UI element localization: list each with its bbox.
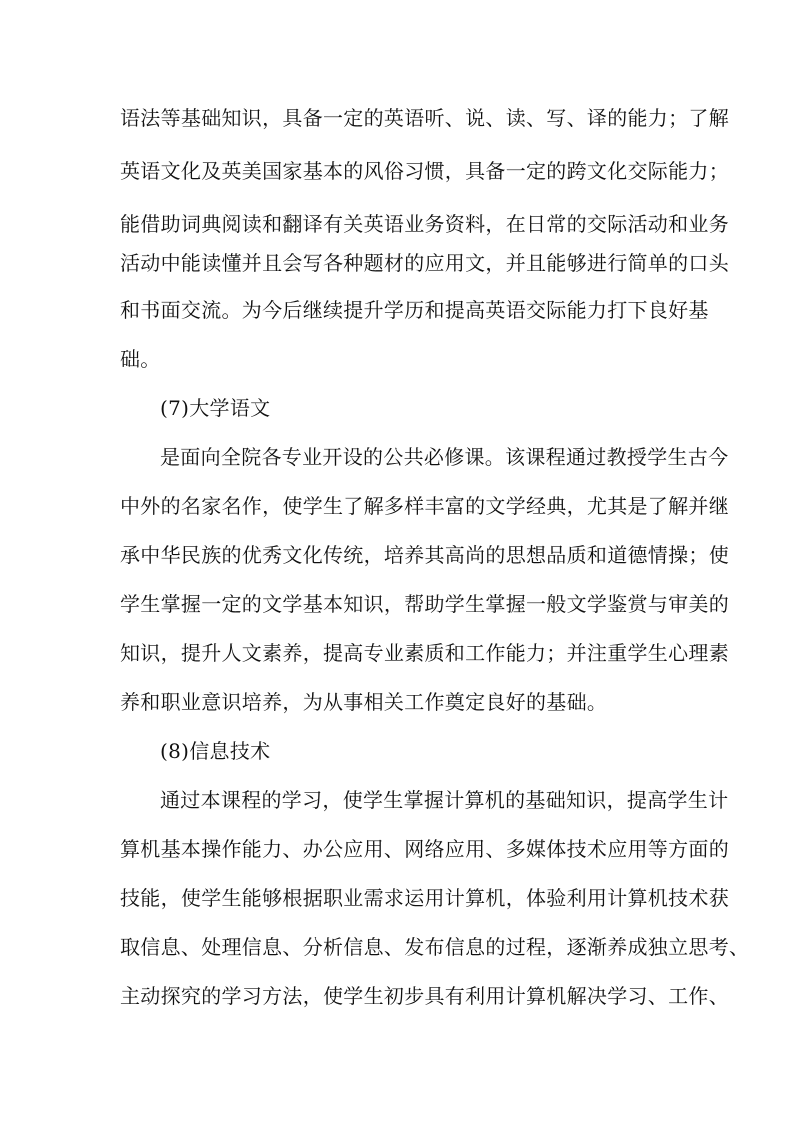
text-line: 能借助词典阅读和翻译有关英语业务资料，在日常的交际活动和业务 (120, 212, 729, 236)
text-line: 中外的名家名作，使学生了解多样丰富的文学经典，尤其是了解并继 (120, 494, 729, 518)
text-line: 础。 (120, 347, 161, 371)
text-line: 养和职业意识培养，为从事相关工作奠定良好的基础。 (120, 690, 608, 714)
text-line: 和书面交流。为今后继续提升学历和提高英语交际能力打下良好基 (120, 298, 709, 322)
text-line: 通过本课程的学习，使学生掌握计算机的基础知识，提高学生计 (160, 788, 729, 812)
text-line: 活动中能读懂并且会写各种题材的应用文，并且能够进行简单的口头 (120, 251, 729, 275)
section-heading-7: (7)大学语文 (160, 396, 271, 420)
text-line: 学生掌握一定的文学基本知识，帮助学生掌握一般文学鉴赏与审美的 (120, 592, 729, 616)
text-line: 算机基本操作能力、办公应用、网络应用、多媒体技术应用等方面的 (120, 837, 729, 861)
text-line: 承中华民族的优秀文化传统，培养其高尚的思想品质和道德情操；使 (120, 543, 729, 567)
text-line: 是面向全院各专业开设的公共必修课。该课程通过教授学生古今 (160, 445, 729, 469)
text-line: 语法等基础知识，具备一定的英语听、说、读、写、译的能力；了解 (120, 106, 729, 130)
text-line: 取信息、处理信息、分析信息、发布信息的过程，逐渐养成独立思考、 (120, 935, 750, 959)
text-line: 主动探究的学习方法，使学生初步具有利用计算机解决学习、工作、 (120, 984, 729, 1008)
text-line: 知识，提升人文素养，提高专业素质和工作能力；并注重学生心理素 (120, 641, 729, 665)
text-line: 技能，使学生能够根据职业需求运用计算机，体验利用计算机技术获 (120, 886, 729, 910)
section-heading-8: (8)信息技术 (160, 739, 271, 763)
text-line: 英语文化及英美国家基本的风俗习惯，具备一定的跨文化交际能力； (120, 159, 729, 183)
